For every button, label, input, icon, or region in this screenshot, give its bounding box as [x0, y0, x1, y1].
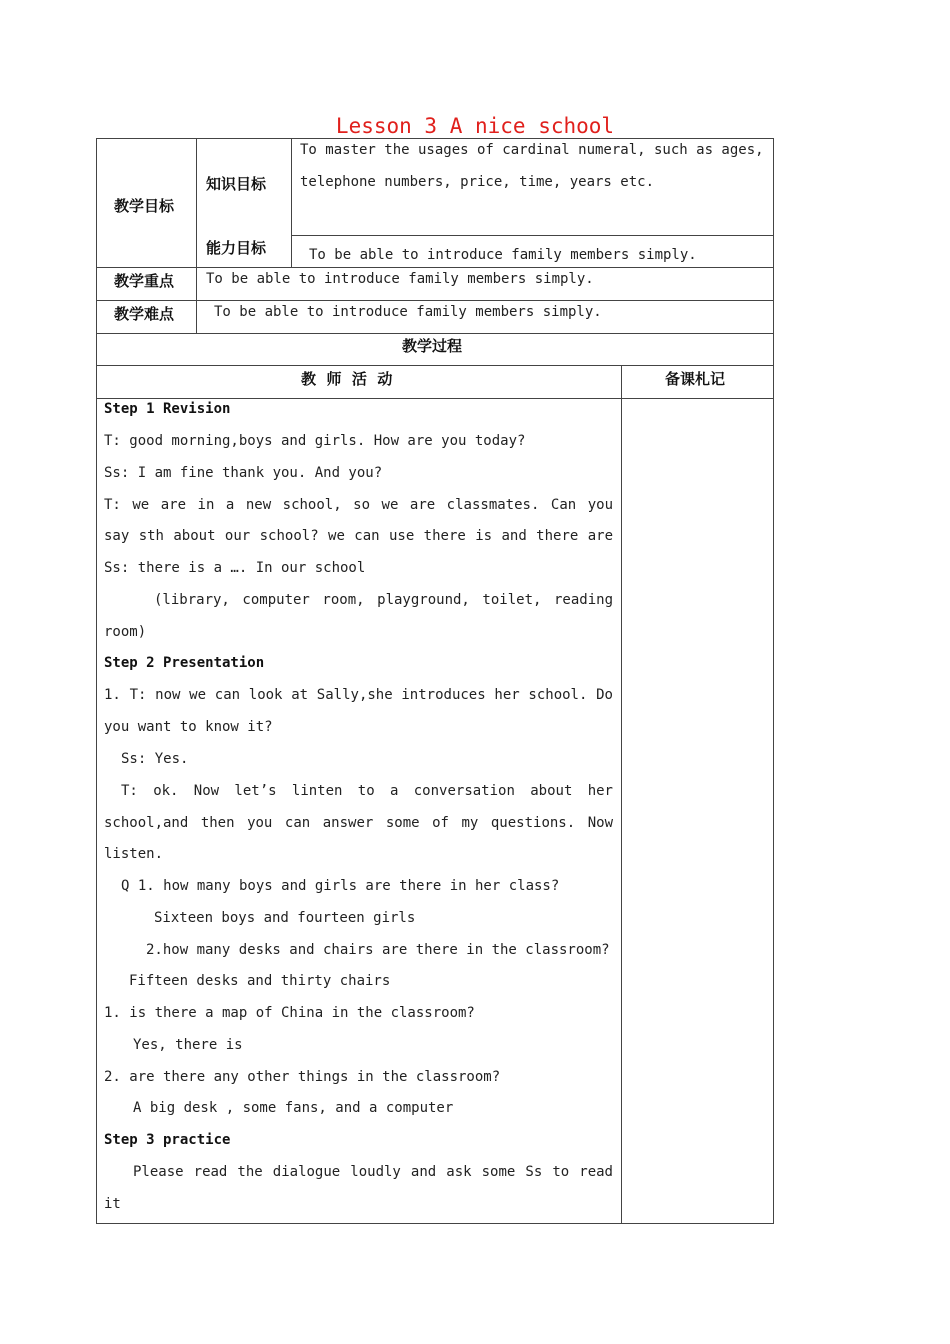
body-line: listen.	[104, 846, 164, 862]
lesson-notes-header: 备课札记	[665, 370, 726, 388]
table-rule	[96, 333, 774, 334]
body-line: Ss: Yes.	[121, 751, 189, 767]
table-rule	[96, 267, 774, 268]
ability-objective-label: 能力目标	[206, 239, 267, 257]
key-points-text: To be able to introduce family members simply.	[206, 271, 594, 287]
difficulties-text: To be able to introduce family members simply.	[214, 304, 602, 320]
body-line: (library, computer room, playground, toilet, reading	[154, 592, 613, 608]
document-title: Lesson 3 A nice school	[335, 114, 615, 138]
body-line: T: good morning,boys and girls. How are you today?	[104, 433, 526, 449]
body-line: 2.how many desks and chairs are there in the classroom?	[146, 942, 610, 958]
body-line: Yes, there is	[133, 1037, 243, 1053]
body-line: Fifteen desks and thirty chairs	[129, 973, 391, 989]
step-heading: Step 3 practice	[104, 1132, 231, 1148]
body-line: Please read the dialogue loudly and ask some Ss to read	[133, 1164, 613, 1180]
body-line: T: ok. Now let’s linten to a conversation about her	[121, 783, 613, 799]
body-line: 2. are there any other things in the classroom?	[104, 1069, 501, 1085]
table-rule	[291, 138, 292, 267]
body-line: 1. is there a map of China in the classroom?	[104, 1005, 475, 1021]
body-line: Sixteen boys and fourteen girls	[154, 910, 416, 926]
process-heading: 教学过程	[402, 337, 463, 355]
knowledge-objective-label: 知识目标	[206, 175, 267, 193]
body-line: school,and then you can answer some of my questions. Now	[104, 815, 613, 831]
body-line: Q 1. how many boys and girls are there in her class?	[121, 878, 560, 894]
table-rule	[621, 365, 622, 1224]
table-rule	[96, 300, 774, 301]
key-points-label: 教学重点	[114, 272, 175, 290]
knowledge-objective-line-1: To master the usages of cardinal numeral, such as ages,	[300, 142, 764, 158]
table-rule	[96, 365, 774, 366]
ability-objective-text: To be able to introduce family members simply.	[309, 247, 697, 263]
body-line: T: we are in a new school, so we are classmates. Can you	[104, 497, 613, 513]
body-line: you want to know it?	[104, 719, 273, 735]
difficulties-label: 教学难点	[114, 305, 175, 323]
step-heading: Step 1 Revision	[104, 401, 231, 417]
body-line: room)	[104, 624, 147, 640]
body-line: Ss: I am fine thank you. And you?	[104, 465, 383, 481]
body-line: Ss: there is a …. In our school	[104, 560, 366, 576]
body-line: 1. T: now we can look at Sally,she introduces her school. Do	[104, 687, 613, 703]
step-heading: Step 2 Presentation	[104, 655, 265, 671]
objectives-label: 教学目标	[114, 197, 175, 215]
table-rule	[196, 138, 197, 333]
body-line: say sth about our school? we can use there is and there are	[104, 528, 613, 544]
table-rule	[96, 398, 774, 399]
teacher-activity-header: 教 师 活 动	[301, 370, 393, 388]
knowledge-objective-line-2: telephone numbers, price, time, years etc.	[300, 174, 655, 190]
table-rule	[291, 235, 774, 236]
body-line: it	[104, 1196, 121, 1212]
body-line: A big desk , some fans, and a computer	[133, 1100, 454, 1116]
